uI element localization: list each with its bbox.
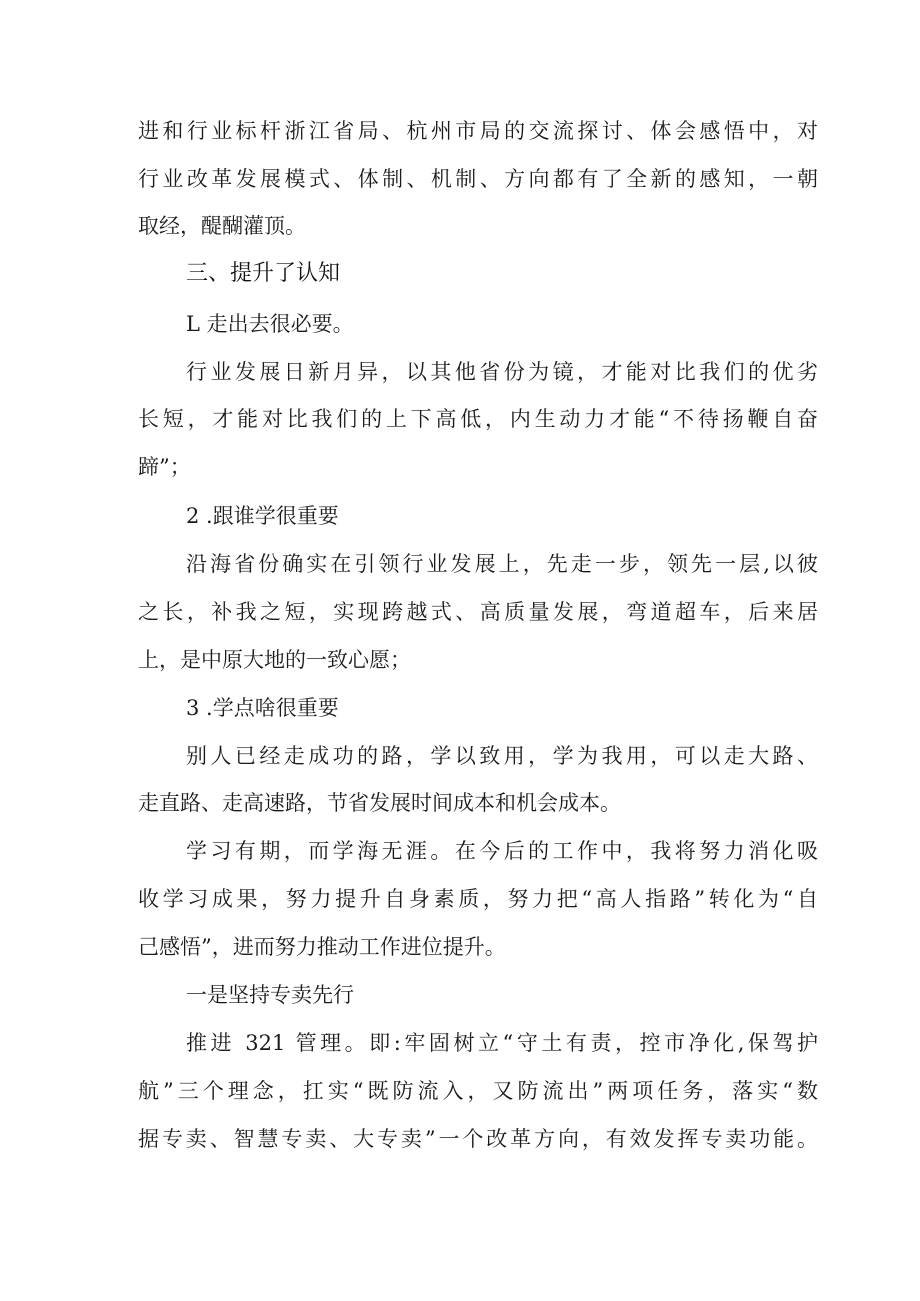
paragraph-line: 己感悟”，进而努力推动工作进位提升。	[138, 935, 506, 959]
paragraph-line: 航”三个理念，扛实“既防流入，又防流出”两项任务，落实“数	[138, 1079, 818, 1103]
section-heading: 三、提升了认知	[186, 261, 341, 286]
paragraph-line: 取经，醍醐灌顶。	[138, 214, 306, 238]
paragraph-line: 行业发展日新月异，以其他省份为镜，才能对比我们的优劣	[186, 360, 818, 384]
paragraph-line: 进和行业标杆浙江省局、杭州市局的交流探讨、体会感悟中，对	[138, 119, 818, 143]
paragraph-line: 别人已经走成功的路，学以致用，学为我用，可以走大路、	[186, 744, 818, 768]
paragraph-line: 学习有期，而学海无涯。在今后的工作中，我将努力消化吸	[186, 839, 818, 863]
subsection-title: 一是坚持专卖先行	[186, 983, 354, 1007]
item-title: 2 .跟谁学很重要	[186, 504, 339, 528]
paragraph-line: 行业改革发展模式、体制、机制、方向都有了全新的感知，一朝	[138, 167, 818, 191]
paragraph-line: 推进 321 管理。即:牢固树立“守土有责，控市净化,保驾护	[186, 1031, 818, 1055]
item-title: L 走出去很必要。	[186, 312, 354, 336]
paragraph-line: 走直路、走高速路，节省发展时间成本和机会成本。	[138, 791, 621, 815]
paragraph-line: 上，是中原大地的一致心愿；	[138, 648, 411, 672]
paragraph-line: 之长，补我之短，实现跨越式、高质量发展，弯道超车，后来居	[138, 600, 818, 624]
paragraph-line: 据专卖、智慧专卖、大专卖”一个改革方向，有效发挥专卖功能。	[138, 1127, 818, 1151]
paragraph-line: 蹄”；	[138, 455, 191, 479]
paragraph-line: 长短，才能对比我们的上下高低，内生动力才能“不待扬鞭自奋	[138, 407, 818, 431]
paragraph-line: 沿海省份确实在引领行业发展上，先走一步，领先一层,以彼	[186, 552, 818, 576]
paragraph-line: 收学习成果，努力提升自身素质，努力把“高人指路”转化为“自	[138, 887, 818, 911]
item-title: 3 .学点啥很重要	[186, 696, 339, 720]
